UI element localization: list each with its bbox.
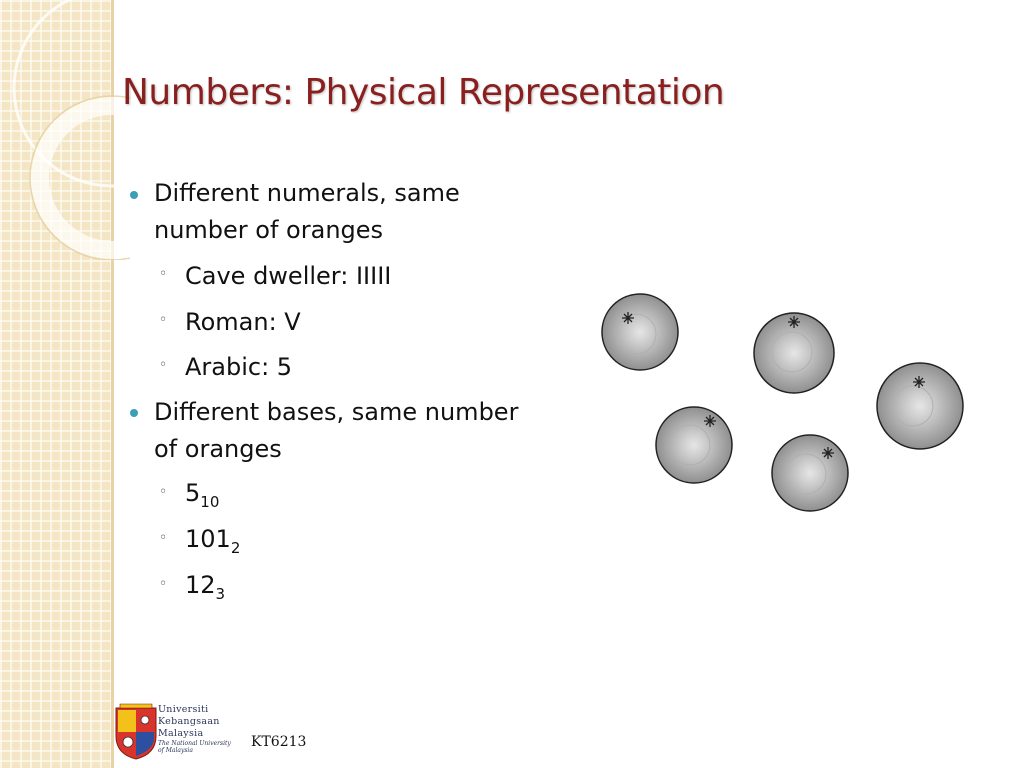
orange-4 [656, 407, 732, 483]
orange-2 [754, 313, 834, 393]
university-logo-text [158, 704, 231, 754]
orange-1 [602, 294, 678, 370]
base2-value: 101 [185, 525, 231, 553]
base10-value: 5 [185, 479, 201, 507]
orange-5 [772, 435, 848, 511]
sub-bullet-ring: ◦ [159, 357, 168, 373]
logo-line-2: Kebangsaan [158, 716, 220, 727]
sub-bullet-ring: ◦ [159, 484, 168, 500]
sub-bullet-ring: ◦ [159, 576, 168, 592]
sub-bullet-ring: ◦ [159, 266, 168, 282]
bullet-2-line-2: of oranges [154, 435, 282, 463]
bullet-1-line-2: number of oranges [154, 216, 384, 244]
bullet-1-line-1: Different numerals, same [154, 179, 460, 207]
course-code: KT6213 [251, 734, 307, 750]
base10-subscript: 10 [200, 493, 220, 511]
logo-tagline-1: The National University [158, 740, 231, 747]
base2-subscript: 2 [230, 539, 241, 557]
logo-line-1: Universiti [158, 704, 209, 715]
sub-bullet-arabic: Arabic: 5 [185, 353, 293, 381]
logo-line-3: Malaysia [158, 728, 204, 739]
sub-bullet-ring: ◦ [159, 530, 168, 546]
sub-bullet-roman: Roman: V [185, 308, 301, 336]
base3-subscript: 3 [215, 585, 226, 603]
orange-3 [877, 363, 963, 449]
logo-tagline-2: of Malaysia [158, 747, 193, 754]
sub-bullet-cave: Cave dweller: IIIII [185, 262, 392, 290]
bullet-2-line-1: Different bases, same number [154, 398, 519, 426]
sub-bullet-ring: ◦ [159, 312, 168, 328]
university-crest-icon [114, 702, 158, 760]
base3-value: 12 [185, 571, 216, 599]
slide-title: Numbers: Physical Representation [122, 72, 725, 113]
